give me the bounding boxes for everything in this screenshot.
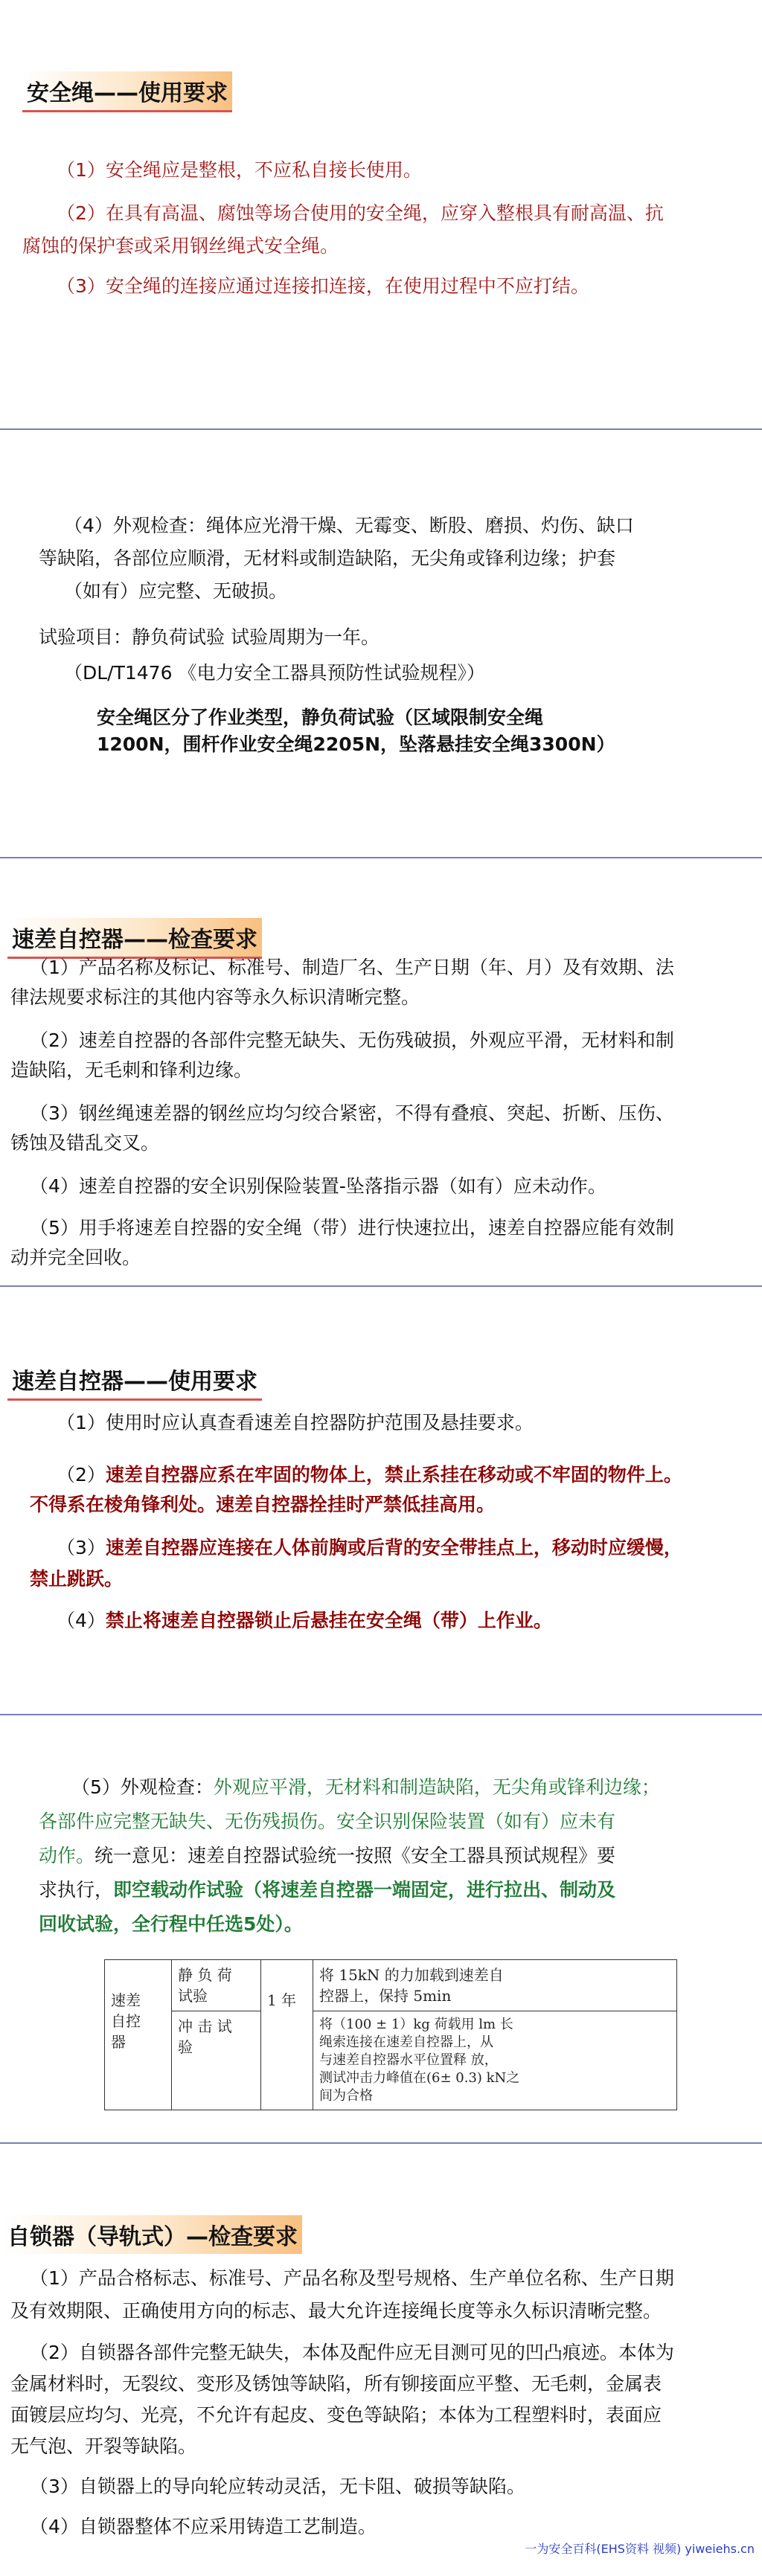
cell-period: 1 年 — [261, 1960, 313, 2110]
text-line: （5）用手将速差自控器的安全绳（带）进行快速拉出，速差自控器应能有效制 — [30, 1217, 674, 1239]
text-emphasis: 即空载动作试验（将速差自控器一端固定，进行拉出、制动及 — [113, 1879, 616, 1901]
text-line: （2）自锁器各部件完整无缺失，本体及配件应无目测可见的凹凸痕迹。本体为 — [30, 2342, 674, 2363]
text-line — [57, 1532, 682, 1564]
text-line: 金属材料时，无裂纹、变形及锈蚀等缺陷，所有铆接面应平整、无毛刺，金属表 — [10, 2373, 662, 2394]
text-line: 试验项目：静负荷试验 试验周期为一年。 — [39, 626, 380, 648]
cell-impact-test: 冲 击 试 验 — [172, 2011, 261, 2110]
text-emphasis: 速差自控器应连接在人体前胸或后背的安全带挂点上，移动时应缓慢， — [105, 1537, 682, 1558]
cell-static-test: 静 负 荷 试验 — [172, 1960, 261, 2011]
text-line — [71, 1772, 660, 1803]
text-line: 面镀层应均匀、光亮，不允许有起皮、变色等缺陷；本体为工程塑料时，表面应 — [10, 2404, 662, 2426]
text-line: 无气泡、开裂等缺陷。 — [10, 2435, 197, 2457]
slide-title: 自锁器（导轨式）—检查要求 — [3, 2215, 302, 2254]
text-line: （3）自锁器上的导向轮应转动灵活，无卡阻、破损等缺陷。 — [30, 2476, 525, 2497]
slide-speed-limiter-appearance-test — [0, 1715, 762, 2142]
text-plain: 求执行， — [39, 1879, 114, 1901]
text-line: 及有效期限、正确使用方向的标志、最大允许连接绳长度等永久标识清晰完整。 — [10, 2300, 662, 2322]
text-line: 回收试验，全行程中任选5处）。 — [39, 1913, 303, 1935]
text-line: （2）速差自控器的各部件完整无缺失、无伤残破损，外观应平滑，无材料和制 — [30, 1030, 674, 1051]
text-line — [39, 1840, 615, 1872]
cell-static-desc: 将 15kN 的力加载到速差自 控器上，保持 5min — [313, 1960, 677, 2011]
text-line: 不得系在棱角锋利处。速差自控器拴挂时严禁低挂高用。 — [30, 1494, 496, 1515]
slide-title: 安全绳——使用要求 — [22, 71, 232, 112]
text-line: 腐蚀的保护套或采用钢丝绳式安全绳。 — [22, 235, 339, 257]
text-line: （2）在具有高温、腐蚀等场合使用的安全绳，应穿入整根具有耐高温、抗 — [57, 202, 664, 224]
slide-self-locker-inspection — [0, 2144, 762, 2576]
text-line: （3）安全绳的连接应通过连接扣连接，在使用过程中不应打结。 — [57, 275, 589, 297]
text-line: （3）钢丝绳速差器的钢丝应均匀绞合紧密，不得有叠痕、突起、折断、压伤、 — [30, 1102, 674, 1124]
text-prefix: （2） — [57, 1464, 106, 1485]
text-line: 1200N，围杆作业安全绳2205N，坠落悬挂安全绳3300N） — [97, 733, 615, 755]
text-line: 动并完全回收。 — [10, 1247, 141, 1268]
cell-impact-desc: 将（100 ± 1）kg 荷载用 lm 长 绳索连接在速差自控器上，从 与速差自控器水平位置释 放， 测试冲击力峰值在(6± 0.3) kN之 间为合格 — [313, 2011, 677, 2110]
cell-device: 速差 自控 器 — [105, 1960, 172, 2110]
text-line: （4）外观检查：绳体应光滑干燥、无霉变、断股、磨损、灼伤、缺口 — [64, 515, 634, 536]
text-line: （1）安全绳应是整根，不应私自接长使用。 — [57, 159, 422, 181]
text-line: 律法规要求标注的其他内容等永久标识清晰完整。 — [10, 986, 420, 1008]
text-emphasis: 动作。 — [39, 1845, 95, 1866]
text-line — [57, 1605, 552, 1637]
text-line: （1）使用时应认真查看速差自控器防护范围及悬挂要求。 — [57, 1412, 534, 1433]
text-line: 禁止跳跃。 — [30, 1568, 124, 1590]
text-line: 造缺陷，无毛刺和锋利边缘。 — [10, 1059, 253, 1081]
slide-speed-limiter-inspection — [0, 858, 762, 1285]
slide-title: 速差自控器——检查要求 — [7, 918, 262, 959]
slide-title: 速差自控器——使用要求 — [7, 1360, 262, 1401]
text-line: （1）产品名称及标记、标准号、制造厂名、生产日期（年、月）及有效期、法 — [30, 957, 674, 978]
text-line: （4）自锁器整体不应采用铸造工艺制造。 — [30, 2516, 377, 2537]
text-line: 各部件应完整无缺失、无伤残损伤。安全识别保险装置（如有）应未有 — [39, 1811, 616, 1832]
slide-safety-rope-usage — [0, 0, 762, 427]
text-line: （如有）应完整、无破损。 — [64, 580, 288, 602]
text-line — [39, 1875, 615, 1906]
text-line: （4）速差自控器的安全识别保险装置-坠落指示器（如有）应未动作。 — [30, 1175, 606, 1197]
text-line — [57, 1459, 682, 1491]
text-emphasis: 速差自控器应系在牢固的物体上，禁止系挂在移动或不牢固的物件上。 — [105, 1464, 682, 1485]
text-prefix: （4） — [57, 1610, 106, 1631]
text-prefix: （3） — [57, 1537, 106, 1558]
text-line: 安全绳区分了作业类型，静负荷试验（区域限制安全绳 — [97, 707, 544, 728]
text-prefix: （5）外观检查： — [71, 1776, 214, 1798]
slide-speed-limiter-usage — [0, 1287, 762, 1714]
text-emphasis: 外观应平滑，无材料和制造缺陷，无尖角或锋利边缘； — [213, 1776, 660, 1798]
watermark-text: 一为安全百科(EHS资料 视频) yiweiehs.cn — [525, 2542, 755, 2556]
text-emphasis: 禁止将速差自控器锁止后悬挂在安全绳（带）上作业。 — [105, 1610, 552, 1631]
text-line: 锈蚀及错乱交叉。 — [10, 1132, 160, 1154]
text-line: 等缺陷，各部位应顺滑，无材料或制造缺陷，无尖角或锋利边缘；护套 — [39, 547, 616, 569]
text-line: （DL/T1476 《电力安全工器具预防性试验规程》） — [64, 662, 485, 684]
text-plain: 统一意见：速差自控器试验统一按照《安全工器具预试规程》要 — [95, 1845, 616, 1866]
text-line: （1）产品合格标志、标准号、产品名称及型号规格、生产单位名称、生产日期 — [30, 2267, 674, 2289]
test-spec-table — [104, 1959, 677, 2110]
slide-safety-rope-inspection — [0, 430, 762, 857]
